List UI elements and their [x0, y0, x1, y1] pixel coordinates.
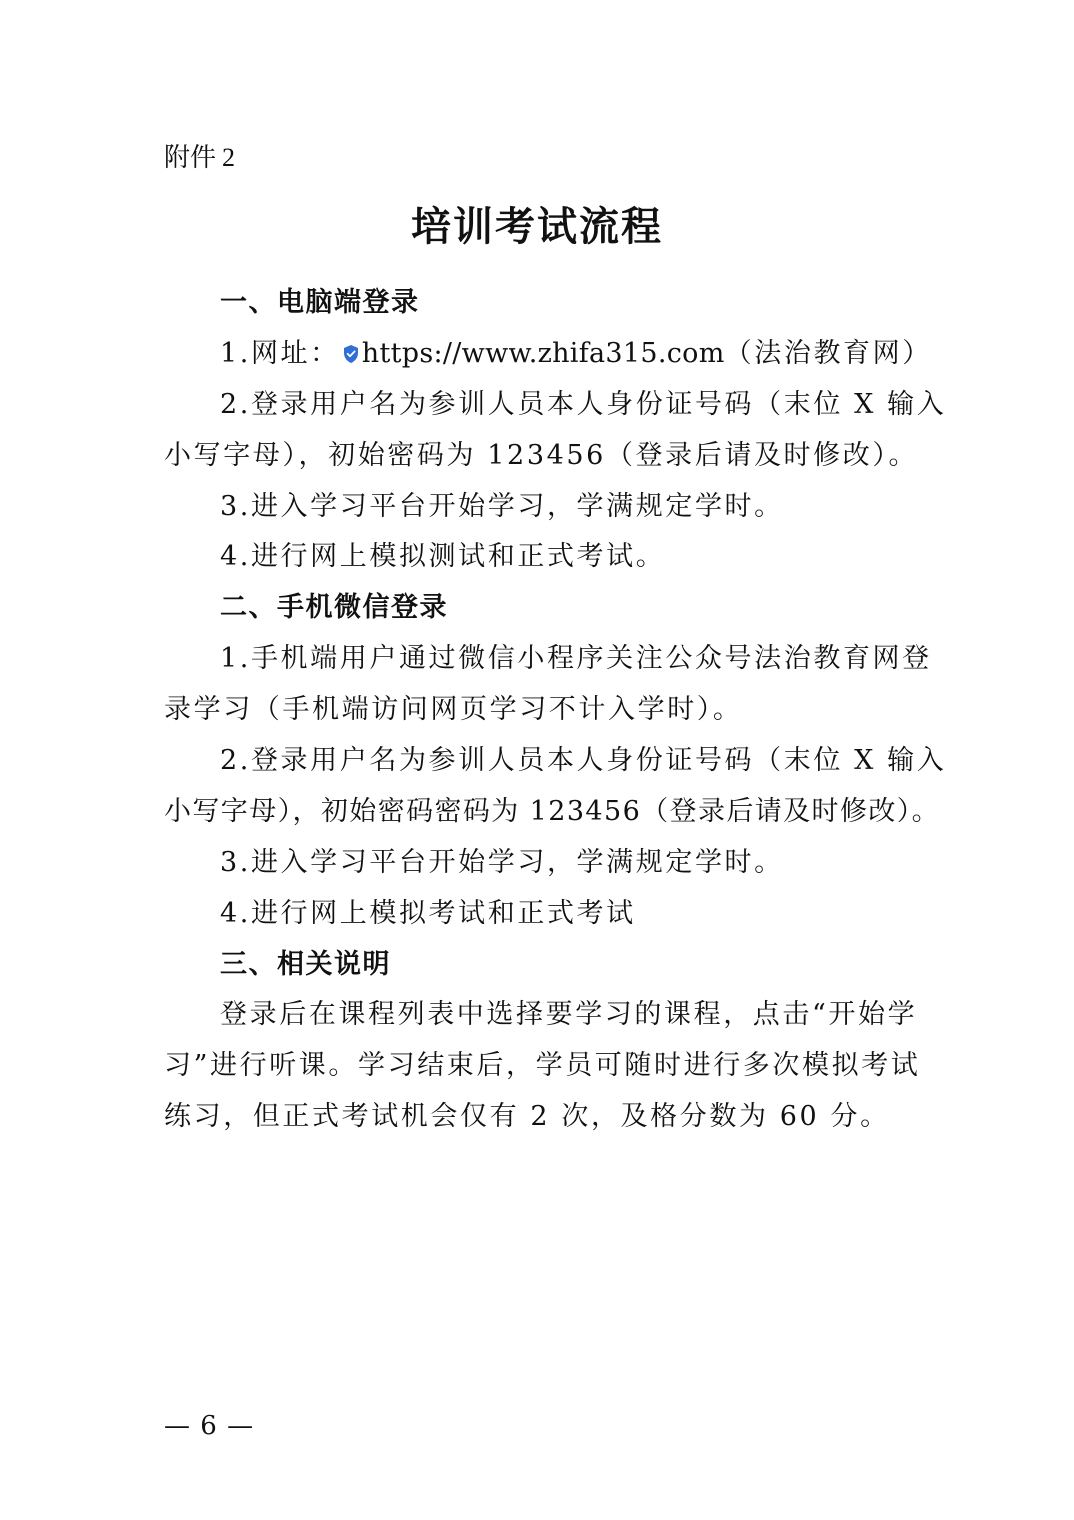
attachment-label — [164, 140, 235, 176]
wechat-login-item-1-line-2: 录学习（手机端访问网页学习不计入学时）。 — [164, 694, 743, 726]
wechat-login-item-2-line-2: 小写字母），初始密码密码为 123456（登录后请及时修改）。 — [164, 795, 941, 827]
url-suffix: （法治教育网） — [724, 337, 932, 369]
section-heading-pc-login: 一、电脑端登录 — [220, 287, 420, 318]
page-number: — 6 — — [164, 1411, 255, 1441]
attachment-text: 附件 — [164, 143, 217, 173]
shield-check-icon — [342, 344, 360, 364]
pc-login-item-2-line-2: 小写字母），初始密码为 123456（登录后请及时修改）。 — [164, 439, 919, 471]
page-title: 培训考试流程 — [411, 204, 663, 250]
pc-login-item-2-line-1: 2.登录用户名为参训人员本人身份证号码（末位 X 输入 — [220, 388, 947, 420]
wechat-login-item-2-line-1: 2.登录用户名为参训人员本人身份证号码（末位 X 输入 — [220, 745, 947, 777]
pc-login-item-3: 3.进入学习平台开始学习，学满规定学时。 — [220, 490, 784, 522]
notes-paragraph-line-3: 练习，但正式考试机会仅有 2 次，及格分数为 60 分。 — [164, 1101, 890, 1133]
pc-login-item-1 — [164, 329, 932, 380]
website-link[interactable]: https://www.zhifa315.com — [361, 337, 725, 369]
section-heading-notes: 三、相关说明 — [220, 948, 391, 980]
document-body — [164, 278, 947, 1143]
wechat-login-item-4: 4.进行网上模拟考试和正式考试 — [220, 897, 636, 929]
notes-paragraph-line-1: 登录后在课程列表中选择要学习的课程，点击“开始学 — [220, 999, 918, 1031]
wechat-login-item-3: 3.进入学习平台开始学习，学满规定学时。 — [220, 846, 784, 878]
attachment-number: 2 — [222, 143, 236, 172]
notes-paragraph-line-2: 习”进行听课。学习结束后，学员可随时进行多次模拟考试 — [164, 1050, 921, 1082]
wechat-login-item-1-line-1: 1.手机端用户通过微信小程序关注公众号法治教育网登 — [220, 643, 932, 675]
pc-login-item-4: 4.进行网上模拟测试和正式考试。 — [220, 541, 666, 573]
url-prefix: 1.网址： — [220, 337, 340, 369]
section-heading-wechat-login: 二、手机微信登录 — [220, 592, 448, 624]
